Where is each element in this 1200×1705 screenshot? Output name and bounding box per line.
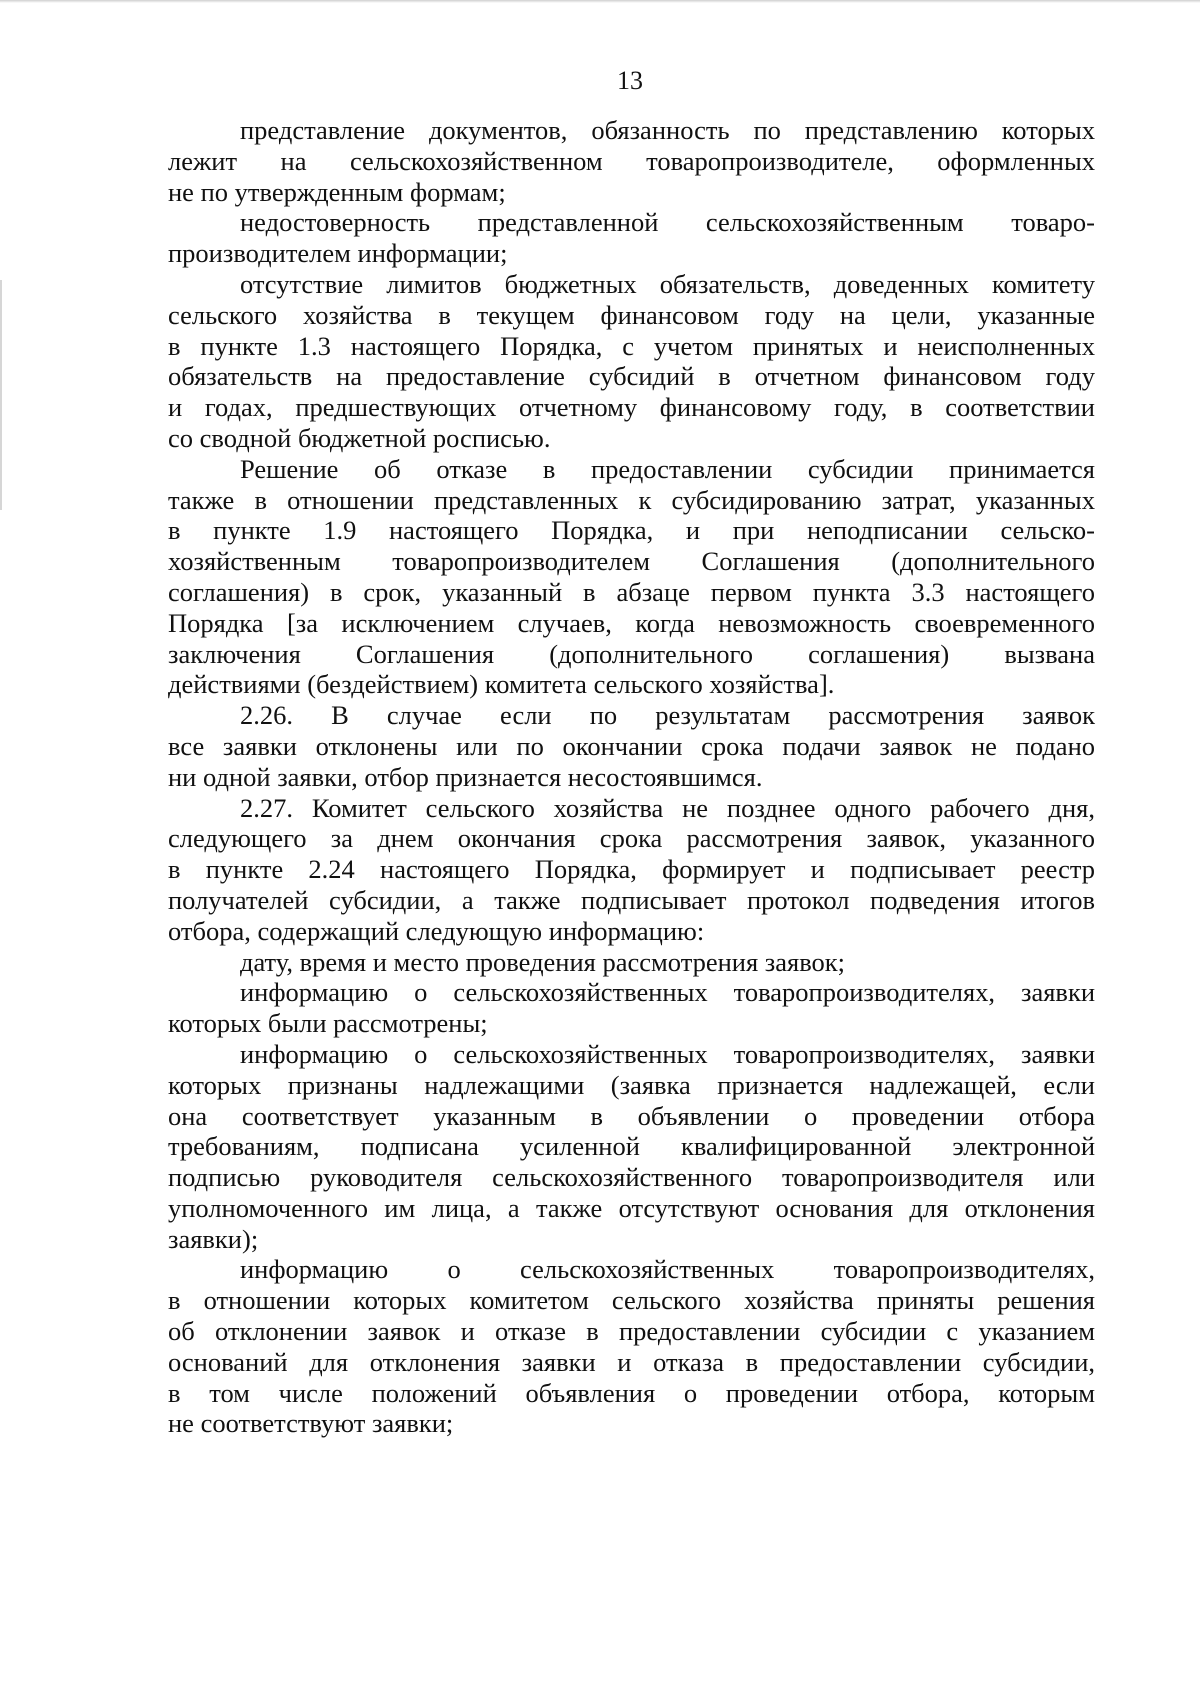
text-line: ни одной заявки, отбор признается несостоявшимся. — [168, 761, 763, 792]
text-line: об отклонении заявок и отказе в предоставлении субсидии с указанием — [168, 1316, 1095, 1347]
text-line: представление документов, обязанность по представлению которых — [240, 115, 1095, 145]
text-line: которых признаны надлежащими (заявка признается надлежащей, если — [168, 1069, 1095, 1100]
text-line: информацию о сельскохозяйственных товаропроизводителях, — [240, 1254, 1095, 1285]
text-line: отбора, содержащий следующую информацию: — [168, 915, 705, 946]
document-body — [168, 115, 1095, 1439]
text-line: со сводной бюджетной росписью. — [168, 422, 551, 453]
text-line: лежит на сельскохозяйственном товаропроизводителе, оформленных — [168, 145, 1095, 176]
text-line: в том числе положений объявления о проведении отбора, которым — [168, 1377, 1095, 1408]
text-line: заявки); — [168, 1223, 259, 1254]
text-line: все заявки отклонены или по окончании срока подачи заявок не подано — [168, 730, 1095, 761]
scan-edge-left — [0, 280, 2, 510]
text-line: оснований для отклонения заявки и отказа в предоставлении субсидии, — [168, 1346, 1095, 1377]
text-line: производителем информации; — [168, 238, 508, 269]
text-line: которых были рассмотрены; — [168, 1008, 488, 1039]
text-line: не соответствуют заявки; — [168, 1408, 454, 1439]
text-line: обязательств на предоставление субсидий в отчетном финансовом году — [168, 361, 1095, 392]
text-line: следующего за днем окончания срока рассмотрения заявок, указанного — [168, 823, 1095, 854]
text-line: в отношении которых комитетом сельского хозяйства приняты решения — [168, 1285, 1095, 1316]
text-line: Решение об отказе в предоставлении субсидии принимается — [240, 453, 1095, 484]
text-line: информацию о сельскохозяйственных товаропроизводителях, заявки — [240, 1038, 1095, 1069]
text-line: подписью руководителя сельскохозяйственного товаропроизводителя или — [168, 1162, 1095, 1193]
text-line: не по утвержденным формам; — [168, 176, 506, 207]
page-number: 13 — [617, 66, 643, 95]
text-line: хозяйственным товаропроизводителем Соглашения (дополнительного — [168, 546, 1095, 577]
text-line: и годах, предшествующих отчетному финансовому году, в соответствии — [168, 392, 1095, 423]
text-line: она соответствует указанным в объявлении о проведении отбора — [168, 1100, 1095, 1131]
text-line: соглашения) в срок, указанный в абзаце первом пункта 3.3 настоящего — [168, 576, 1095, 607]
text-line: действиями (бездействием) комитета сельского хозяйства]. — [168, 669, 835, 700]
text-line: 2.26. В случае если по результатам рассмотрения заявок — [240, 700, 1095, 731]
text-line: получателей субсидии, а также подписывает протокол подведения итогов — [168, 884, 1095, 915]
text-line: в пункте 1.9 настоящего Порядка, и при неподписании сельско- — [168, 515, 1095, 546]
text-line: Порядка [за исключением случаев, когда невозможность своевременного — [168, 607, 1095, 638]
text-line: информацию о сельскохозяйственных товаропроизводителях, заявки — [240, 977, 1095, 1008]
text-line: сельского хозяйства в текущем финансовом году на цели, указанные — [168, 299, 1095, 330]
text-line: 2.27. Комитет сельского хозяйства не позднее одного рабочего дня, — [240, 792, 1095, 823]
text-line: отсутствие лимитов бюджетных обязательств, доведенных комитету — [240, 268, 1095, 299]
text-line: уполномоченного им лица, а также отсутствуют основания для отклонения — [168, 1192, 1095, 1223]
text-line: недостоверность представленной сельскохозяйственным товаро- — [240, 207, 1095, 238]
text-line: требованиям, подписана усиленной квалифицированной электронной — [168, 1131, 1095, 1162]
text-line: заключения Соглашения (дополнительного соглашения) вызвана — [168, 638, 1095, 669]
scan-edge-top — [0, 0, 1200, 3]
text-line: в пункте 2.24 настоящего Порядка, формирует и подписывает реестр — [168, 854, 1095, 885]
text-line: в пункте 1.3 настоящего Порядка, с учетом принятых и неисполненных — [168, 330, 1095, 361]
text-line: также в отношении представленных к субсидированию затрат, указанных — [168, 484, 1095, 515]
text-line: дату, время и место проведения рассмотрения заявок; — [240, 946, 846, 977]
